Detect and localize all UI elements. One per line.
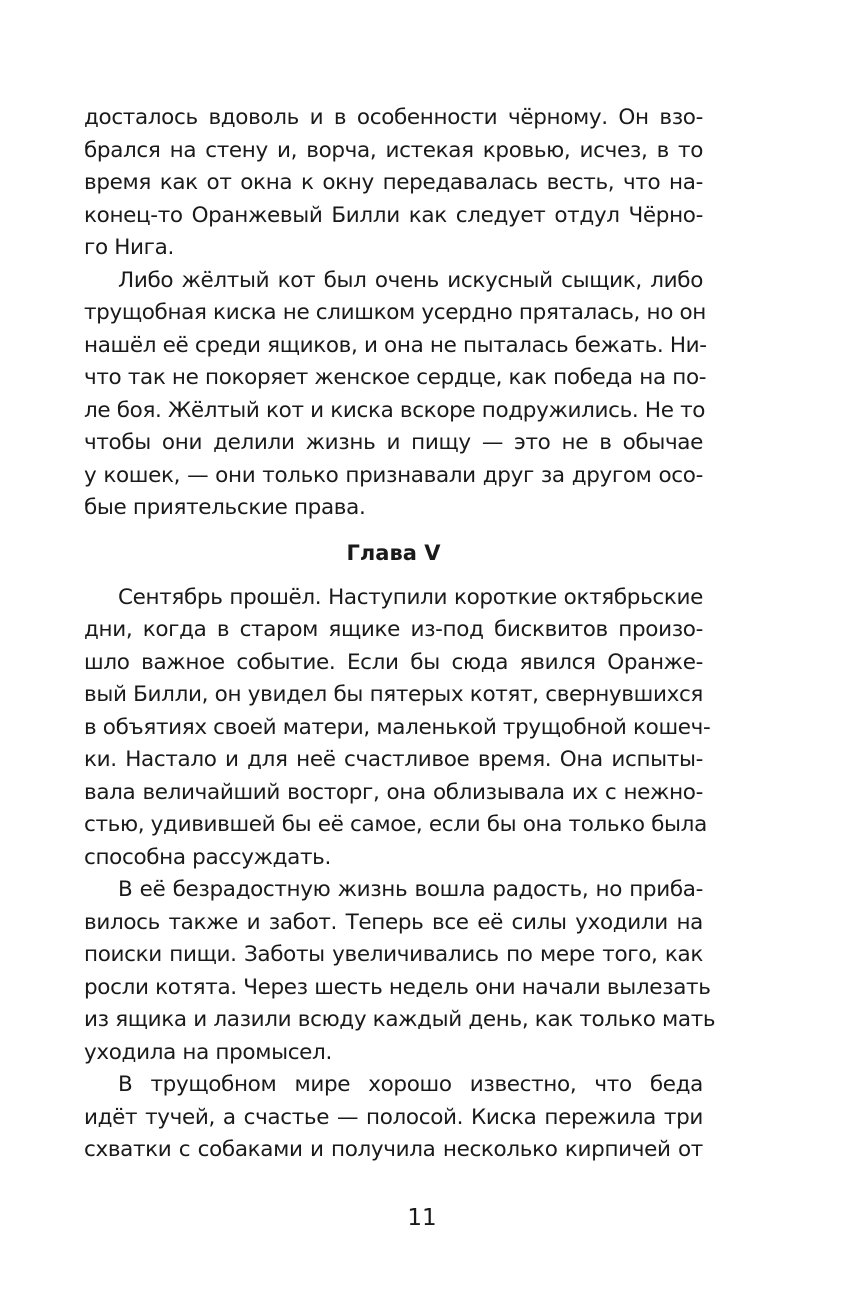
text-line: Сентябрь прошёл. Наступили короткие октябрьские: [118, 584, 703, 610]
text-line: в объятиях своей матери, маленькой трущобной кошеч-: [84, 714, 711, 740]
text-line: нашёл её среди ящиков, и она не пыталась бежать. Ни-: [84, 332, 707, 358]
text-block-after: [84, 582, 716, 1167]
text-line: брался на стену и, ворча, истекая кровью, исчез, в то: [84, 137, 703, 163]
text-line: ле боя. Жёлтый кот и киска вскоре подружились. Не то: [84, 397, 706, 423]
paragraph: [84, 102, 703, 265]
text-line: идёт тучей, а счастье — полосой. Киска пережила три: [84, 1104, 703, 1130]
text-line: вилось также и забот. Теперь все её силы уходили на: [84, 909, 703, 935]
text-line: шло важное событие. Если бы сюда явился Оранже-: [84, 649, 703, 675]
text-line: что так не покоряет женское сердце, как победа на по-: [84, 365, 707, 390]
text-block-before: [84, 102, 707, 525]
text-line: чтобы они делили жизнь и пищу — это не в обычае: [84, 430, 703, 455]
text-line: время как от окна к окну передавалась весть, что на-: [84, 170, 703, 195]
text-line: уходила на промысел.: [84, 1039, 332, 1065]
text-line: ки. Настало и для неё счастливое время. Она испыты-: [84, 747, 703, 772]
paragraph: [84, 582, 711, 875]
paragraph: [84, 874, 716, 1069]
page-body: [84, 102, 716, 1167]
text-line: дни, когда в старом ящике из-под бисквитов произо-: [84, 617, 703, 642]
text-line: го Нига.: [84, 235, 174, 260]
text-line: из ящика и лазили всюду каждый день, как только мать: [84, 1007, 716, 1032]
text-line: поиски пищи. Заботы увеличивались по мере того, как: [84, 942, 703, 967]
text-line: росли котята. Через шесть недель они начали вылезать: [84, 974, 711, 1000]
paragraph: [84, 1069, 703, 1167]
text-line: трущобная киска не слишком усердно пряталась, но он: [84, 300, 707, 325]
text-line: Либо жёлтый кот был очень искусный сыщик, либо: [118, 267, 703, 293]
text-line: вала величайший восторг, она облизывала их с нежно-: [84, 779, 703, 805]
text-line: В трущобном мире хорошо известно, что беда: [118, 1072, 703, 1097]
text-line: конец-то Оранжевый Билли как следует отдул Чёрно-: [84, 202, 703, 228]
paragraph: [84, 265, 707, 525]
text-line: В её безрадостную жизнь вошла радость, но приба-: [118, 877, 703, 902]
chapter-heading: Глава V: [346, 540, 441, 565]
text-line: вый Билли, он увидел бы пятерых котят, свернувшихся: [84, 682, 703, 707]
text-line: бые приятельские права.: [84, 495, 366, 520]
text-line: у кошек, — они только признавали друг за другом осо-: [84, 462, 703, 488]
page-number: 11: [407, 1205, 437, 1231]
text-line: досталось вдоволь и в особенности чёрному. Он взо-: [84, 105, 703, 130]
text-line: способна рассуждать.: [84, 844, 331, 870]
text-line: схватки с собаками и получила несколько кирпичей от: [84, 1137, 703, 1162]
text-line: стью, удивившей бы её самое, если бы она только была: [84, 812, 707, 837]
